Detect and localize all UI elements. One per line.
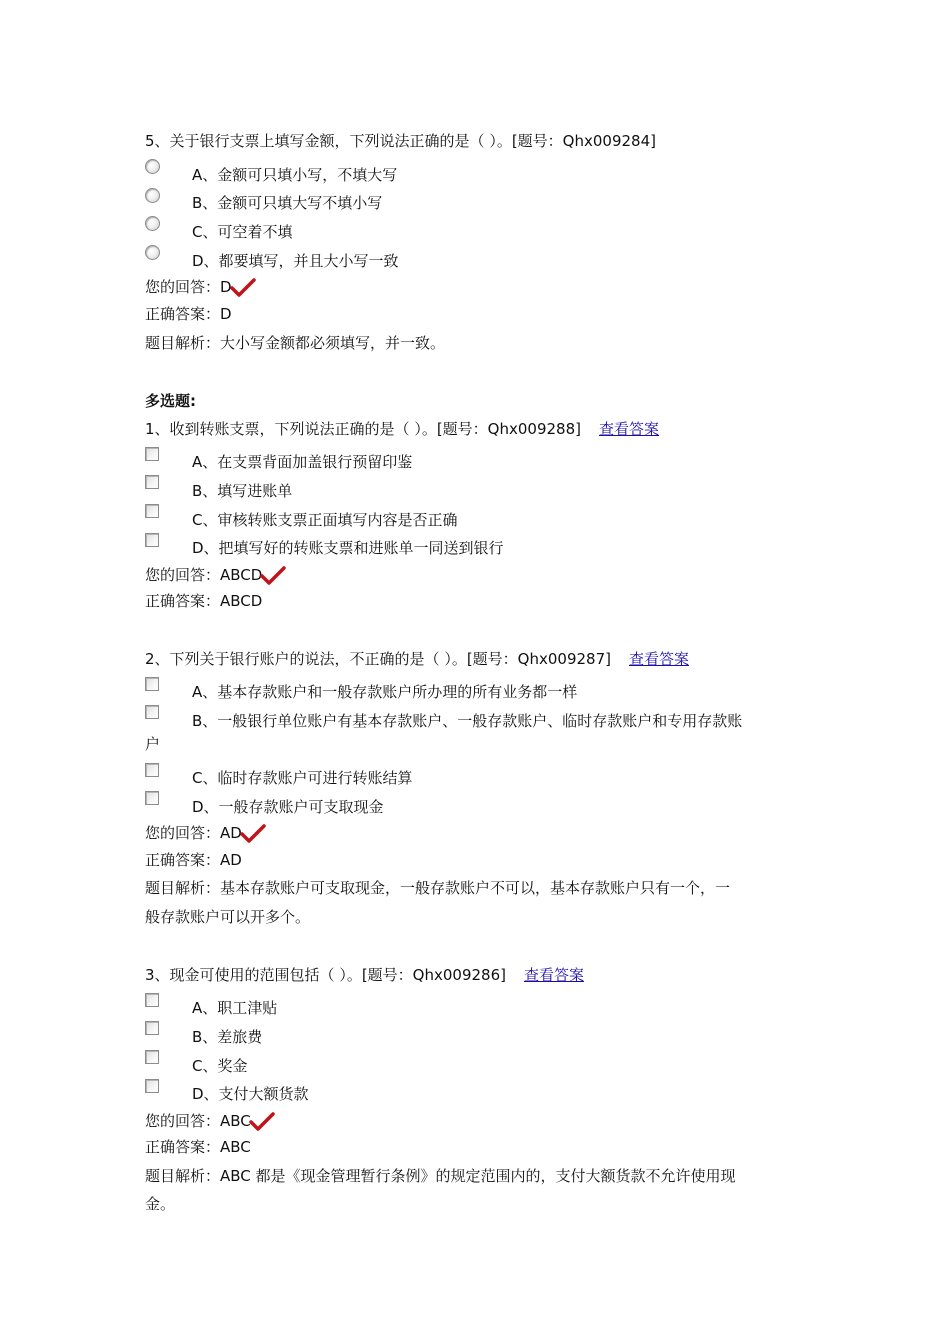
analysis-text: 题目解析：ABC 都是《现金管理暂行条例》的规定范围内的，支付大额货款不允许使用现 xyxy=(145,1167,736,1185)
checkbox-option-c[interactable] xyxy=(145,763,159,777)
option-c-text: C、临时存款账户可进行转账结算 xyxy=(192,769,413,787)
correct-check-icon xyxy=(230,278,256,298)
question-stem-text: 2、下列关于银行账户的说法，不正确的是（ ）。[题号：Qhx009287] xyxy=(145,650,611,668)
your-answer-value: D xyxy=(220,278,232,296)
your-answer-value: AD xyxy=(220,824,242,842)
correct-answer: 正确答案：AD xyxy=(145,851,242,869)
your-answer-row xyxy=(145,1111,275,1132)
analysis-text: 题目解析：基本存款账户可支取现金，一般存款账户不可以，基本存款账户只有一个，一 xyxy=(145,879,731,897)
option-b-text-continued: 户 xyxy=(145,735,161,753)
option-c-text: C、审核转账支票正面填写内容是否正确 xyxy=(192,511,458,529)
option-d-text: D、都要填写，并且大小写一致 xyxy=(192,252,399,270)
question-stem-text: 3、现金可使用的范围包括（ ）。[题号：Qhx009286] xyxy=(145,966,506,984)
view-answer-link[interactable]: 查看答案 xyxy=(523,966,584,984)
your-answer-row xyxy=(145,823,266,844)
correct-answer: 正确答案：ABCD xyxy=(145,592,263,610)
checkbox-option-d[interactable] xyxy=(145,1079,159,1093)
view-answer-link[interactable]: 查看答案 xyxy=(598,420,659,438)
option-b-text: B、差旅费 xyxy=(192,1028,263,1046)
checkbox-option-b[interactable] xyxy=(145,475,159,489)
radio-option-c[interactable] xyxy=(145,216,160,231)
radio-option-b[interactable] xyxy=(145,188,160,203)
option-d-text: D、支付大额货款 xyxy=(192,1085,309,1103)
checkbox-option-d[interactable] xyxy=(145,791,159,805)
option-c-text: C、奖金 xyxy=(192,1057,248,1075)
analysis-text-continued: 般存款账户可以开多个。 xyxy=(145,908,311,926)
your-answer-label: 您的回答： xyxy=(145,1112,221,1130)
checkbox-option-a[interactable] xyxy=(145,677,159,691)
correct-check-icon xyxy=(249,1112,275,1132)
option-d-text: D、把填写好的转账支票和进账单一同送到银行 xyxy=(192,539,504,557)
checkbox-option-a[interactable] xyxy=(145,993,159,1007)
correct-answer: 正确答案：D xyxy=(145,305,232,323)
question-stem xyxy=(145,419,659,439)
your-answer-label: 您的回答： xyxy=(145,824,221,842)
checkbox-option-a[interactable] xyxy=(145,447,159,461)
your-answer-row xyxy=(145,277,256,298)
option-d-text: D、一般存款账户可支取现金 xyxy=(192,798,384,816)
checkbox-option-d[interactable] xyxy=(145,533,159,547)
analysis-text: 题目解析：大小写金额都必须填写，并一致。 xyxy=(145,334,446,352)
correct-answer: 正确答案：ABC xyxy=(145,1138,251,1156)
your-answer-label: 您的回答： xyxy=(145,278,221,296)
analysis-text-continued: 金。 xyxy=(145,1195,176,1213)
option-c-text: C、可空着不填 xyxy=(192,223,293,241)
your-answer-label: 您的回答： xyxy=(145,566,221,584)
question-stem xyxy=(145,965,584,985)
option-a-text: A、职工津贴 xyxy=(192,999,278,1017)
radio-option-d[interactable] xyxy=(145,245,160,260)
option-b-text: B、一般银行单位账户有基本存款账户、一般存款账户、临时存款账户和专用存款账 xyxy=(192,712,743,730)
checkbox-option-b[interactable] xyxy=(145,705,159,719)
option-a-text: A、在支票背面加盖银行预留印鉴 xyxy=(192,453,413,471)
correct-check-icon xyxy=(240,824,266,844)
question-stem-text: 1、收到转账支票，下列说法正确的是（ ）。[题号：Qhx009288] xyxy=(145,420,581,438)
option-b-text: B、金额可只填大写不填小写 xyxy=(192,194,383,212)
correct-check-icon xyxy=(260,566,286,586)
checkbox-option-c[interactable] xyxy=(145,504,159,518)
radio-option-a[interactable] xyxy=(145,159,160,174)
question-stem: 5、关于银行支票上填写金额，下列说法正确的是（ ）。[题号：Qhx009284] xyxy=(145,132,656,150)
section-title: 多选题: xyxy=(145,392,196,410)
view-answer-link[interactable]: 查看答案 xyxy=(628,650,689,668)
option-b-text: B、填写进账单 xyxy=(192,482,293,500)
checkbox-option-b[interactable] xyxy=(145,1021,159,1035)
option-a-text: A、金额可只填小写，不填大写 xyxy=(192,166,398,184)
your-answer-value: ABC xyxy=(220,1112,251,1130)
checkbox-option-c[interactable] xyxy=(145,1050,159,1064)
your-answer-value: ABCD xyxy=(220,566,263,584)
your-answer-row xyxy=(145,565,286,586)
option-a-text: A、基本存款账户和一般存款账户所办理的所有业务都一样 xyxy=(192,683,578,701)
question-stem xyxy=(145,649,689,669)
